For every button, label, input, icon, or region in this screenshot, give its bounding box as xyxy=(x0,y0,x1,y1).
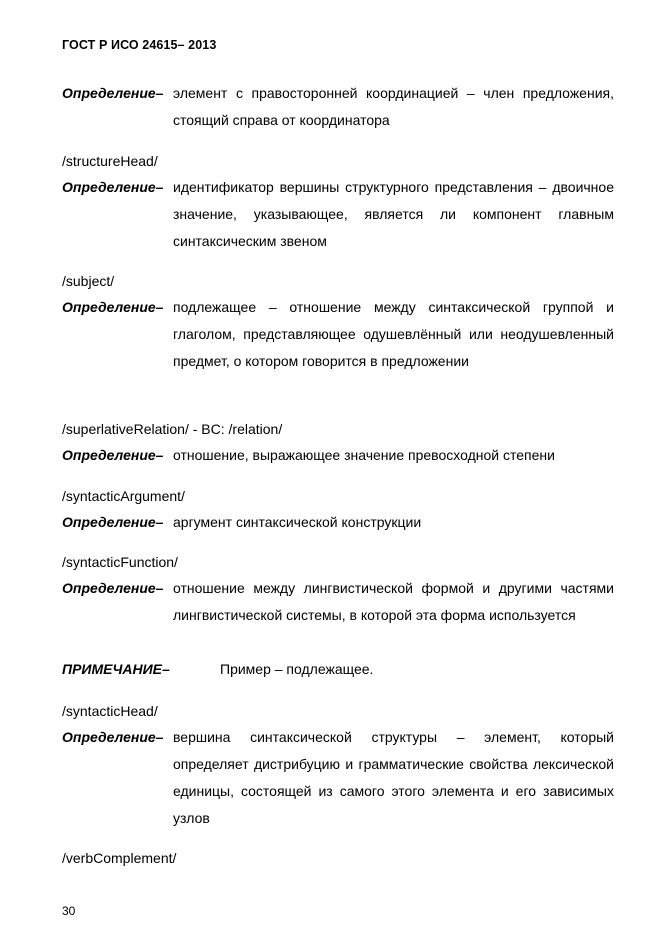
definition-text: элемент с правосторонней координацией – член предложения, стоящий справа от координатора xyxy=(173,85,614,128)
definition-label: Определение– xyxy=(62,447,164,463)
entry-term: /subject/ xyxy=(62,273,115,289)
definition-label: Определение– xyxy=(62,580,164,596)
definition-row xyxy=(62,509,614,536)
definition-label: Определение– xyxy=(62,729,164,745)
definition-text: аргумент синтаксической конструкции xyxy=(173,514,422,530)
page-header: ГОСТ Р ИСО 24615– 2013 xyxy=(62,38,217,52)
page-number: 30 xyxy=(62,904,76,918)
entry-term: /syntacticHead/ xyxy=(62,703,158,719)
note-label: ПРИМЕЧАНИЕ– xyxy=(62,661,170,677)
definition-row xyxy=(62,80,614,134)
definition-text: подлежащее – отношение между синтаксической группой и глаголом, представляющее одушевлённый или неодушевленный предмет, о котором говорится в предложении xyxy=(173,299,614,369)
definition-row xyxy=(62,442,614,469)
note-text: Пример – подлежащее. xyxy=(220,661,374,677)
definition-label: Определение– xyxy=(62,299,164,315)
definition-text: идентификатор вершины структурного представления – двоичное значение, указывающее, является ли компонент главным синтаксическим звеном xyxy=(173,179,614,249)
definition-text: отношение, выражающее значение превосходной степени xyxy=(173,447,555,463)
definition-row xyxy=(62,174,614,255)
entry-term: /syntacticFunction/ xyxy=(62,554,178,570)
definition-label: Определение– xyxy=(62,179,164,195)
entry-term: /structureHead/ xyxy=(62,153,158,169)
definition-row xyxy=(62,575,614,629)
definition-text: вершина синтаксической структуры – элемент, который определяет дистрибуцию и грамматические свойства лексической единицы, состоящей из самого этого элемента и его зависимых узлов xyxy=(173,729,614,826)
entry-term: /verbComplement/ xyxy=(62,850,177,866)
definition-label: Определение– xyxy=(62,85,164,101)
definition-text: отношение между лингвистической формой и другими частями лингвистической системы, в которой эта форма используется xyxy=(173,580,614,623)
definition-row xyxy=(62,294,614,375)
entry-term: /superlativeRelation/ - BC: /relation/ xyxy=(62,421,283,437)
entry-term: /syntacticArgument/ xyxy=(62,488,185,504)
definition-label: Определение– xyxy=(62,514,164,530)
definition-row xyxy=(62,724,614,832)
